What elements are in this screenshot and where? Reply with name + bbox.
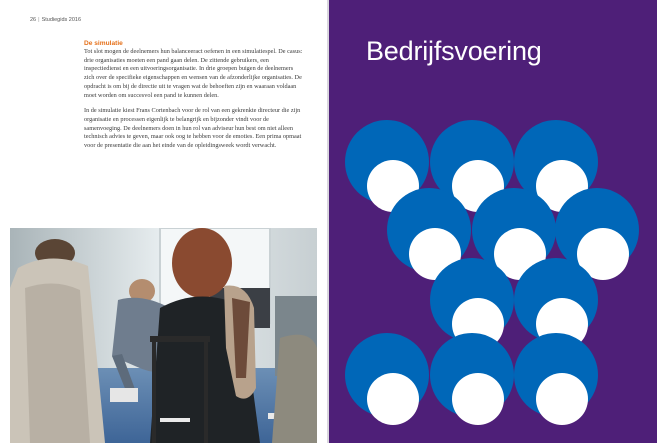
page-number: 26 (30, 17, 37, 23)
circle-motif-9 (345, 333, 429, 425)
right-page (329, 0, 657, 443)
circle-motif-10 (430, 333, 514, 425)
circle-pattern (329, 0, 657, 443)
white-circle (536, 373, 588, 425)
page-header (30, 17, 81, 23)
white-circle (452, 373, 504, 425)
article-text (84, 40, 304, 158)
header-separator: | (38, 17, 40, 23)
white-circle (367, 373, 419, 425)
paragraph-2: In de simulatie kiest Frans Cortenbach voor de rol van een gekrenkte directeur die zijn organisatie en processen eigenlijk te belangrijk en bijzonder vindt voor de samenvoeging. De deelnemers doen in hun rol van adviseur hun best om niet alleen technisch advies te geven, maar ook oog te hebben voor de emoties. Een prima opmaat voor de presentatie die aan het einde van de opleidingsweek wordt verwacht. (84, 107, 302, 150)
section-title: De simulatie (84, 40, 123, 47)
workshop-photo-image (10, 228, 317, 443)
circle-motif-11 (514, 333, 598, 425)
workshop-photo (10, 228, 317, 443)
paragraph-1: Tot slot mogen de deelnemers hun balanceeract oefenen in een simulatiespel. De casus: drie organisaties moeten een pand gaan delen. De zittende gebruikers, een inspectiedienst en een uitvoeringsorganisatie. In drie groepen buigen de deelnemers zich over de specifieke eigenschappen en wensen van de afzonderlijke organisaties. De opdracht is om bij de directie uit te vragen wat de behoeften zijn en waaraan voldaan moet worden om succesvol een pand te kunnen delen. (84, 48, 303, 99)
chapter-title: Bedrijfsvoering (366, 36, 542, 66)
left-page (0, 0, 327, 443)
publication-name: Studiegids 2016 (41, 17, 82, 23)
